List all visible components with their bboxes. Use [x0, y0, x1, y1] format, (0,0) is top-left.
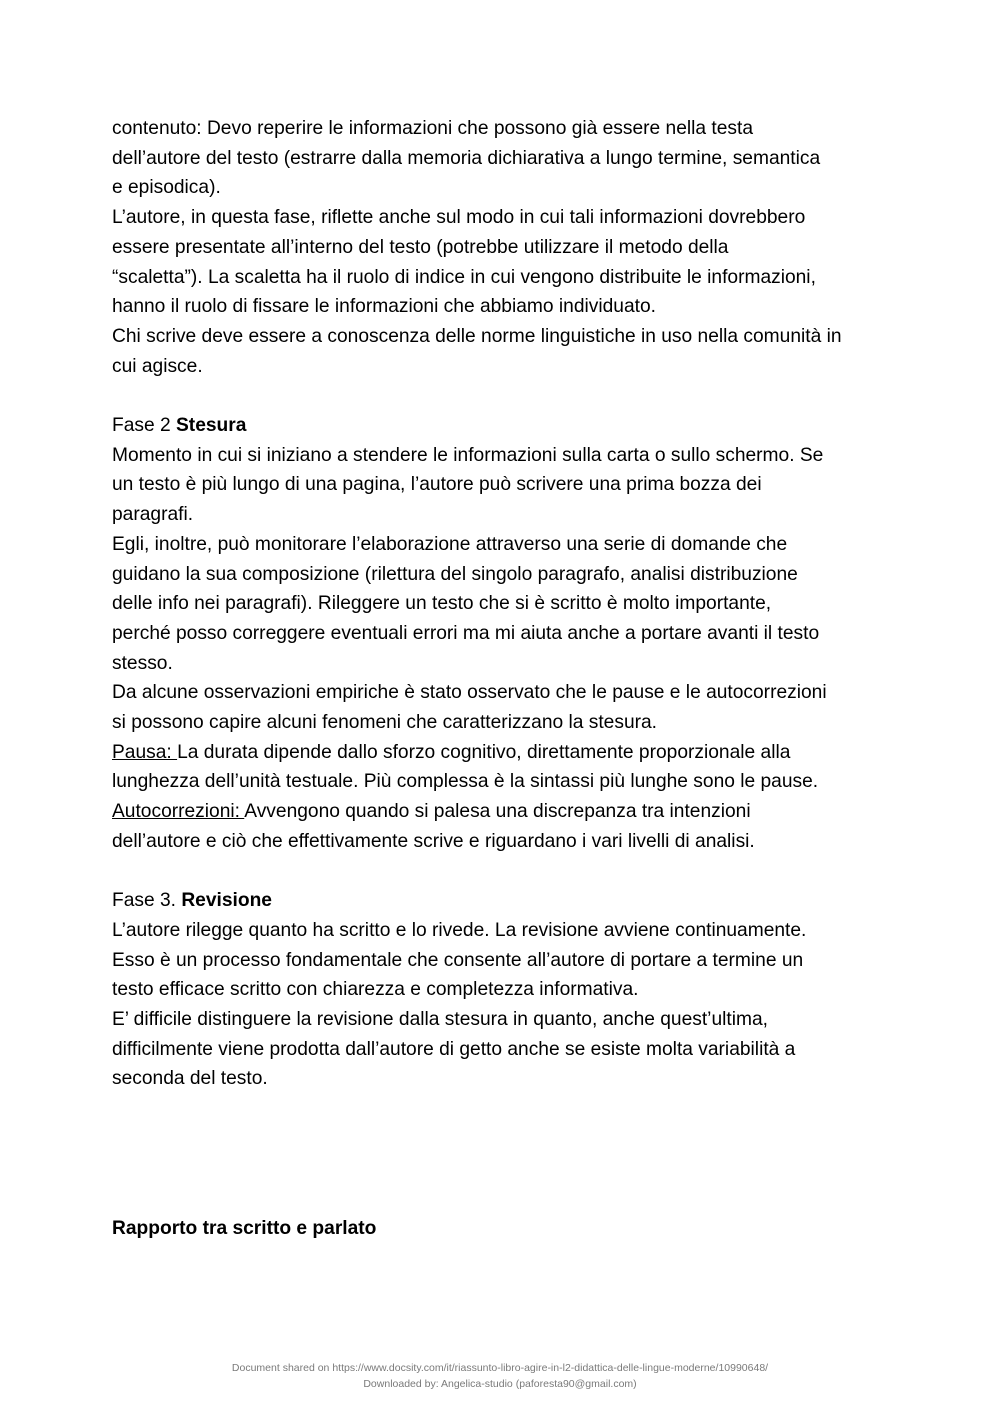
- page-footer: [0, 1360, 1000, 1392]
- text-line: Egli, inoltre, può monitorare l’elaborazione attraverso una serie di domande che: [112, 533, 788, 555]
- document-body: [112, 114, 902, 1094]
- section-fase2: [112, 411, 902, 857]
- footer-shared-link[interactable]: Document shared on https://www.docsity.com/it/riassunto-libro-agire-in-l2-didattica-delle-lingue-moderne/10990648/: [231, 1362, 769, 1374]
- text-line: Da alcune osservazioni empiriche è stato osservato che le pause e le autocorrezioni: [112, 682, 827, 704]
- text-line: paragrafi.: [112, 504, 194, 526]
- text-line: dell’autore e ciò che effettivamente scrive e riguardano i vari livelli di analisi.: [112, 830, 755, 852]
- text-line: E’ difficile distinguere la revisione dalla stesura in quanto, anche quest’ultima,: [112, 1009, 768, 1031]
- text-line: testo efficace scritto con chiarezza e completezza informativa.: [112, 979, 639, 1001]
- text-line: contenuto: Devo reperire le informazioni che possono già essere nella testa: [112, 118, 754, 139]
- autocorrezioni-line: [112, 797, 902, 827]
- text-line: dell’autore del testo (estrarre dalla memoria dichiarativa a lungo termine, semantica: [112, 147, 821, 169]
- spacer: [112, 381, 902, 411]
- text-line: un testo è più lungo di una pagina, l’autore può scrivere una prima bozza dei: [112, 474, 762, 496]
- pausa-text: La durata dipende dallo sforzo cognitivo, direttamente proporzionale alla: [177, 741, 791, 763]
- heading-fase3: [112, 886, 902, 916]
- spacer: [112, 857, 902, 887]
- pausa-line: [112, 738, 902, 768]
- section-title: Rapporto tra scritto e parlato: [112, 1218, 377, 1239]
- heading-fase2: [112, 411, 902, 441]
- heading-title: Revisione: [181, 890, 272, 912]
- autocorrezioni-label: Autocorrezioni:: [112, 801, 245, 823]
- text-line: L’autore rilegge quanto ha scritto e lo rivede. La revisione avviene continuamente.: [112, 919, 807, 941]
- text-line: guidano la sua composizione (rilettura del singolo paragrafo, analisi distribuzione: [112, 563, 798, 585]
- heading-prefix: Fase 2: [112, 415, 176, 437]
- text-line: lunghezza dell’unità testuale. Più complessa è la sintassi più lunghe sono le pause.: [112, 771, 819, 793]
- text-line: delle info nei paragrafi). Rileggere un testo che si è scritto è molto importante,: [112, 593, 772, 615]
- text-line: Esso è un processo fondamentale che consente all’autore di portare a termine un: [112, 949, 804, 971]
- text-line: e episodica).: [112, 177, 221, 199]
- heading-title: Stesura: [176, 415, 247, 437]
- text-line: essere presentate all’interno del testo (potrebbe utilizzare il metodo della: [112, 236, 729, 258]
- paragraph-contenuto: [112, 114, 902, 381]
- text-line: seconda del testo.: [112, 1068, 268, 1090]
- section-fase3: [112, 886, 902, 1094]
- text-line: L’autore, in questa fase, riflette anche sul modo in cui tali informazioni dovrebbero: [112, 207, 806, 229]
- text-line: si possono capire alcuni fenomeni che caratterizzano la stesura.: [112, 712, 658, 734]
- text-line: “scaletta”). La scaletta ha il ruolo di indice in cui vengono distribuite le informazioni,: [112, 266, 816, 288]
- text-line: Chi scrive deve essere a conoscenza delle norme linguistiche in uso nella comunità in: [112, 325, 842, 347]
- text-line: cui agisce.: [112, 355, 203, 377]
- text-line: stesso.: [112, 652, 173, 674]
- text-line: Momento in cui si iniziano a stendere le informazioni sulla carta o sullo schermo. Se: [112, 444, 824, 466]
- autocorrezioni-text: Avvengono quando si palesa una discrepanza tra intenzioni: [244, 801, 751, 823]
- text-line: hanno il ruolo di fissare le informazioni che abbiamo individuato.: [112, 296, 656, 318]
- text-line: difficilmente viene prodotta dall’autore di getto anche se esiste molta variabilità a: [112, 1038, 796, 1060]
- text-line: perché posso correggere eventuali errori ma mi aiuta anche a portare avanti il testo: [112, 622, 820, 644]
- footer-downloaded-by: Downloaded by: Angelica-studio (paforesta90@gmail.com): [363, 1378, 637, 1390]
- heading-prefix: Fase 3.: [112, 890, 182, 912]
- pausa-label: Pausa:: [112, 741, 178, 763]
